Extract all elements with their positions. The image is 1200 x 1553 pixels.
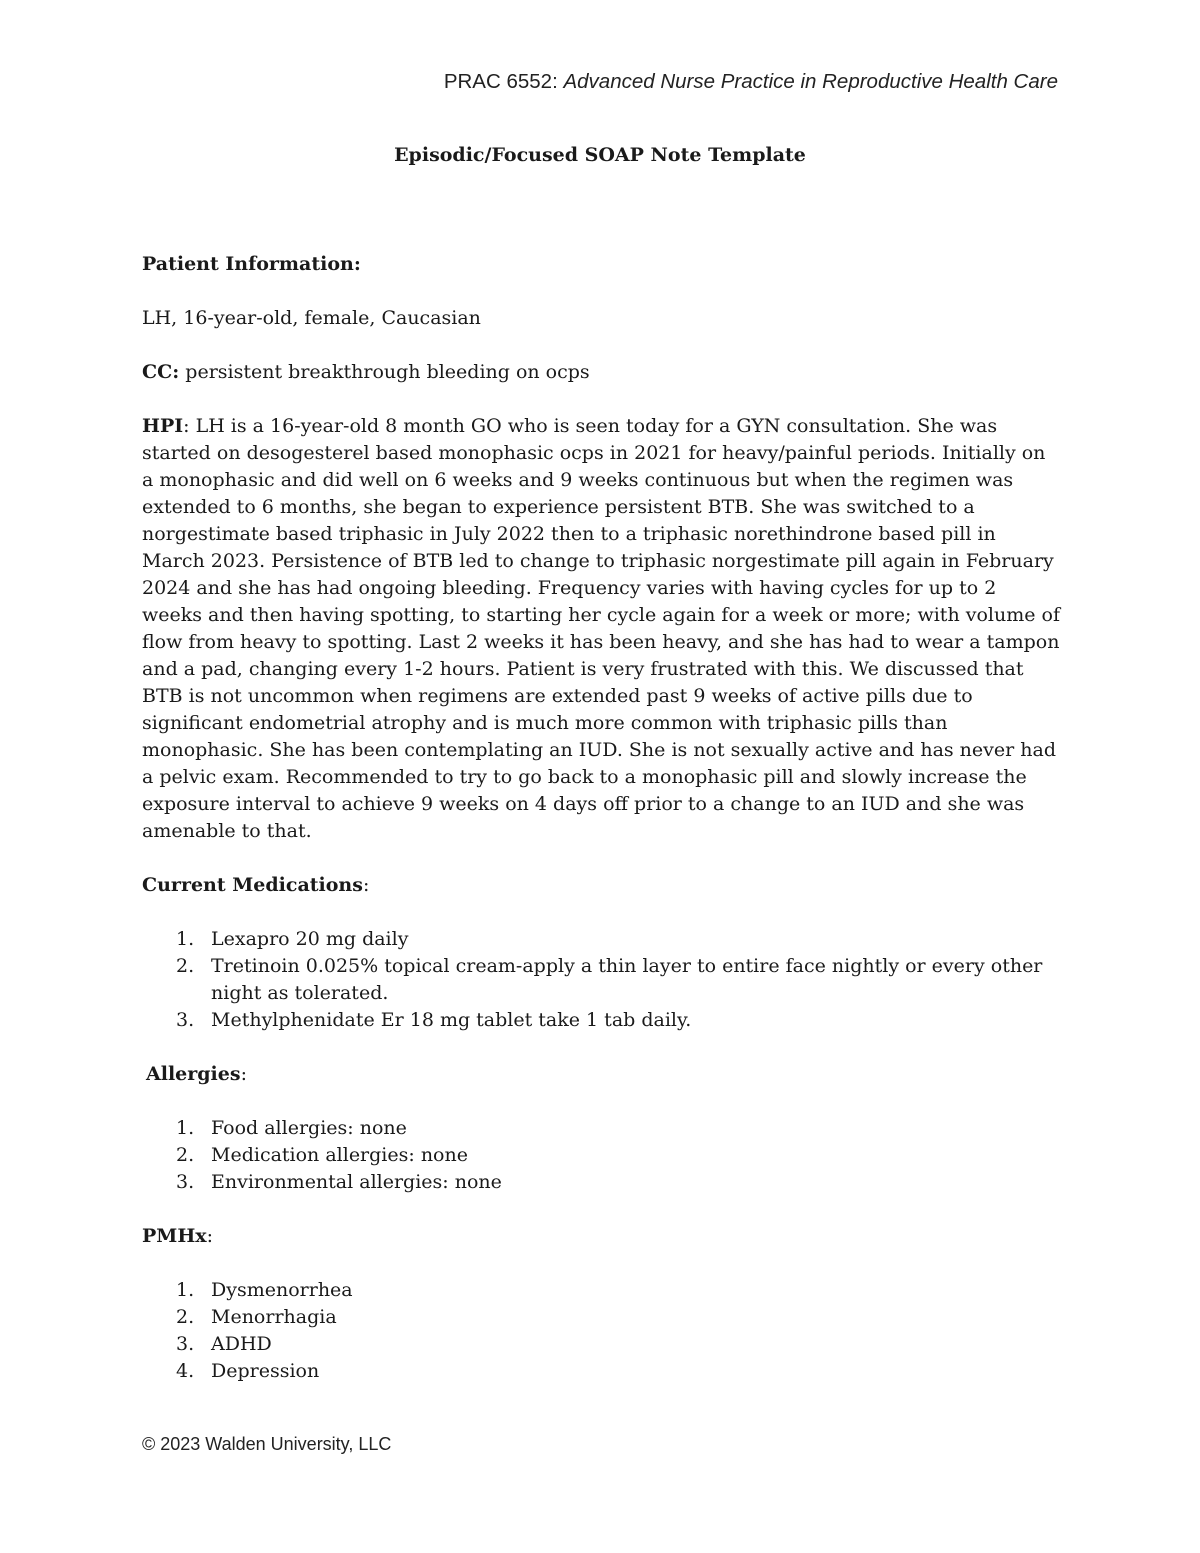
list-item	[142, 926, 1062, 953]
allergies-list	[142, 1115, 1062, 1196]
list-item	[142, 1358, 1062, 1385]
allergies-heading: Allergies	[146, 1063, 241, 1085]
hpi-label: HPI	[142, 415, 184, 437]
allergies-colon: :	[240, 1063, 247, 1085]
pmhx-colon: :	[206, 1225, 214, 1247]
pmhx-text: Depression	[211, 1360, 320, 1382]
hpi-paragraph	[142, 413, 1062, 845]
list-number: 2.	[176, 955, 195, 977]
pmhx-heading: PMHx	[142, 1225, 207, 1247]
pmhx-text: ADHD	[211, 1333, 272, 1355]
chief-complaint	[142, 359, 1062, 386]
list-item	[142, 953, 1062, 1007]
list-item	[142, 1142, 1062, 1169]
medication-text: Lexapro 20 mg daily	[211, 928, 409, 950]
allergy-text: Medication allergies: none	[211, 1144, 468, 1166]
list-number: 2.	[176, 1306, 195, 1328]
list-number: 1.	[176, 928, 195, 950]
medications-heading: Current Medications	[142, 874, 363, 896]
document-body	[142, 251, 1062, 1385]
medications-colon: :	[362, 874, 370, 896]
list-item	[142, 1304, 1062, 1331]
cc-text: persistent breakthrough bleeding on ocps	[179, 361, 590, 383]
page-header	[444, 70, 1058, 94]
allergy-text: Food allergies: none	[211, 1117, 407, 1139]
list-number: 2.	[176, 1144, 195, 1166]
list-item	[142, 1277, 1062, 1304]
hpi-text: : LH is a 16-year-old 8 month GO who is seen today for a GYN consultation. She was started on desogesterel based monophasic ocps in 2021 for heavy/painful periods. Initially on a monophasic and did well on 6 weeks and 9 weeks continuous but when the regimen was extended to 6 months, she began to experience persistent BTB. She was switched to a norgestimate based triphasic in July 2022 then to a triphasic norethindrone based pill in March 2023. Persistence of BTB led to change to triphasic norgestimate pill again in February 2024 and she has had ongoing bleeding. Frequency varies with having cycles for up to 2 weeks and then having spotting, to starting her cycle again for a week or more; with volume of flow from heavy to spotting. Last 2 weeks it has been heavy, and she has had to wear a tampon and a pad, changing every 1-2 hours. Patient is very frustrated with this. We discussed that BTB is not uncommon when regimens are extended past 9 weeks of active pills due to significant endometrial atrophy and is much more common with triphasic pills than monophasic. She has been contemplating an IUD. She is not sexually active and has never had a pelvic exam. Recommended to try to go back to a monophasic pill and slowly increase the exposure interval to achieve 9 weeks on 4 days off prior to a change to an IUD and she was amenable to that.	[142, 415, 1060, 842]
document-title: Episodic/Focused SOAP Note Template	[394, 144, 806, 166]
list-item	[142, 1115, 1062, 1142]
copyright-footer: © 2023 Walden University, LLC	[142, 1434, 392, 1454]
allergies-heading-line	[142, 1061, 1062, 1088]
medication-text: Tretinoin 0.025% topical cream-apply a thin layer to entire face nightly or every other night as tolerated.	[211, 955, 1043, 1004]
pmhx-heading-line	[142, 1223, 1062, 1250]
pmhx-text: Dysmenorrhea	[211, 1279, 353, 1301]
list-number: 1.	[176, 1117, 195, 1139]
pmhx-list	[142, 1277, 1062, 1385]
medications-heading-line	[142, 872, 1062, 899]
list-item	[142, 1007, 1062, 1034]
course-title: Advanced Nurse Practice in Reproductive Health Care	[563, 70, 1058, 93]
pmhx-text: Menorrhagia	[211, 1306, 337, 1328]
patient-info-details: LH, 16-year-old, female, Caucasian	[142, 307, 481, 329]
list-number: 4.	[176, 1360, 195, 1382]
list-number: 3.	[176, 1333, 195, 1355]
course-code: PRAC 6552:	[443, 70, 564, 93]
allergy-text: Environmental allergies: none	[211, 1171, 502, 1193]
medication-text: Methylphenidate Er 18 mg tablet take 1 tab daily.	[211, 1009, 692, 1031]
list-number: 3.	[176, 1171, 195, 1193]
cc-label: CC:	[142, 361, 180, 383]
list-number: 3.	[176, 1009, 195, 1031]
patient-info-heading: Patient Information:	[142, 253, 361, 275]
medications-list	[142, 926, 1062, 1034]
list-item	[142, 1331, 1062, 1358]
list-number: 1.	[176, 1279, 195, 1301]
list-item	[142, 1169, 1062, 1196]
